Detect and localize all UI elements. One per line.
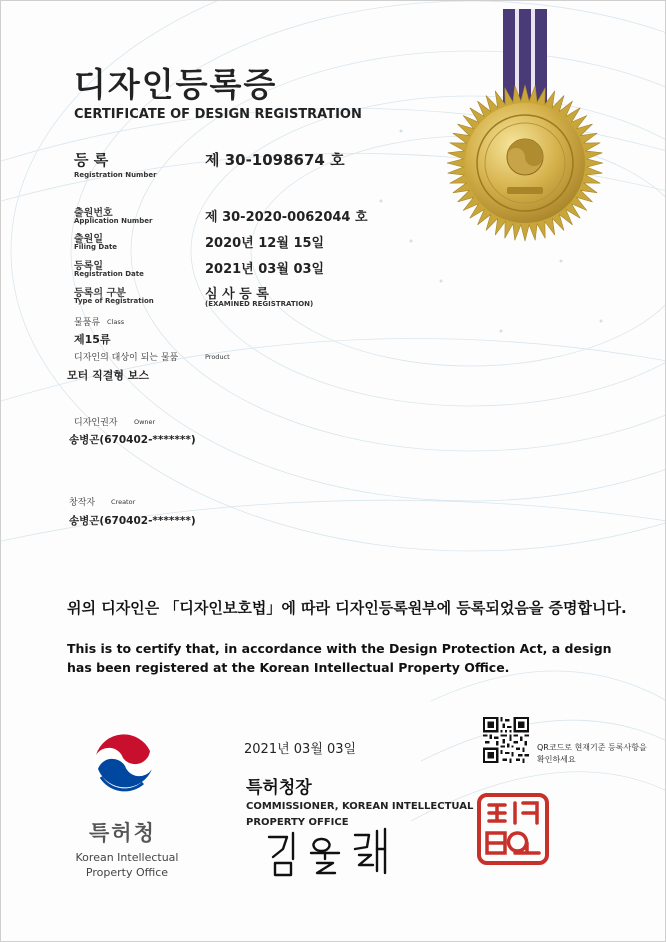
owner-value: 송병곤(670402-*******) bbox=[69, 434, 196, 446]
creator-value: 송병곤(670402-*******) bbox=[69, 515, 196, 527]
certificate-title-en: CERTIFICATE OF DESIGN REGISTRATION bbox=[74, 107, 362, 122]
commissioner-title-en: COMMISSIONER, KOREAN INTELLECTUAL PROPERTY OFFICE bbox=[246, 801, 474, 828]
creator-label-ko: 창작자 bbox=[69, 498, 96, 508]
registration-type: 심 사 등 록 bbox=[205, 287, 269, 302]
owner-label-ko: 디자인권자 bbox=[74, 418, 118, 428]
application-number: 제 30-2020-0062044 호 bbox=[205, 210, 368, 225]
commissioner-signature bbox=[263, 827, 413, 887]
taegeuk-logo-icon bbox=[87, 725, 161, 799]
certificate-title-ko: 디자인등록증 bbox=[74, 65, 278, 104]
certification-statement-ko: 위의 디자인은 「디자인보호법」에 따라 디자인등록원부에 등록되었음을 증명합니다. bbox=[67, 599, 627, 617]
registration-date: 2021년 03월 03일 bbox=[205, 262, 325, 277]
product-value: 모터 직결형 보스 bbox=[67, 369, 150, 382]
filing-date: 2020년 12월 15일 bbox=[205, 236, 325, 251]
application-number-label-en: Application Number bbox=[74, 217, 153, 225]
application-number-label-ko: 출원번호 bbox=[74, 208, 113, 219]
product-label-ko: 디자인의 대상이 되는 물품 bbox=[74, 353, 179, 363]
registration-label-ko: 등 록 bbox=[74, 151, 109, 169]
issue-date: 2021년 03월 03일 bbox=[244, 742, 357, 757]
registration-type-en: (EXAMINED REGISTRATION) bbox=[205, 300, 314, 308]
filing-date-label-ko: 출원일 bbox=[74, 234, 103, 245]
registration-date-label-ko: 등록일 bbox=[74, 261, 103, 272]
commissioner-title-ko: 특허청장 bbox=[246, 778, 312, 798]
product-label-en: Product bbox=[205, 353, 230, 361]
gold-seal-icon bbox=[445, 83, 605, 243]
registration-type-label-en: Type of Registration bbox=[74, 297, 154, 305]
creator-label-en: Creator bbox=[111, 498, 136, 506]
official-stamp-icon bbox=[475, 791, 551, 867]
registration-number: 제 30-1098674 호 bbox=[205, 151, 345, 169]
registration-date-label-en: Registration Date bbox=[74, 270, 144, 278]
class-label-en: Class bbox=[107, 318, 125, 326]
certification-statement-en: This is to certify that, in accordance with the Design Protection Act, a design has been registered at the Korean Intellectual Property Office. bbox=[67, 641, 612, 675]
registration-type-label-ko: 등록의 구분 bbox=[74, 288, 126, 299]
qr-instruction: QR코드로 현재기준 등록사항을 확인하세요 bbox=[537, 743, 647, 764]
qr-code[interactable] bbox=[483, 717, 529, 763]
class-label-ko: 물품류 bbox=[74, 318, 101, 328]
class-value: 제15류 bbox=[74, 333, 111, 346]
kipo-logo-name-en: Korean Intellectual Property Office bbox=[75, 851, 179, 879]
registration-label-en: Registration Number bbox=[74, 171, 157, 179]
kipo-logo-name-ko: 특허청 bbox=[89, 821, 156, 845]
owner-label-en: Owner bbox=[134, 418, 156, 426]
filing-date-label-en: Filing Date bbox=[74, 243, 118, 251]
